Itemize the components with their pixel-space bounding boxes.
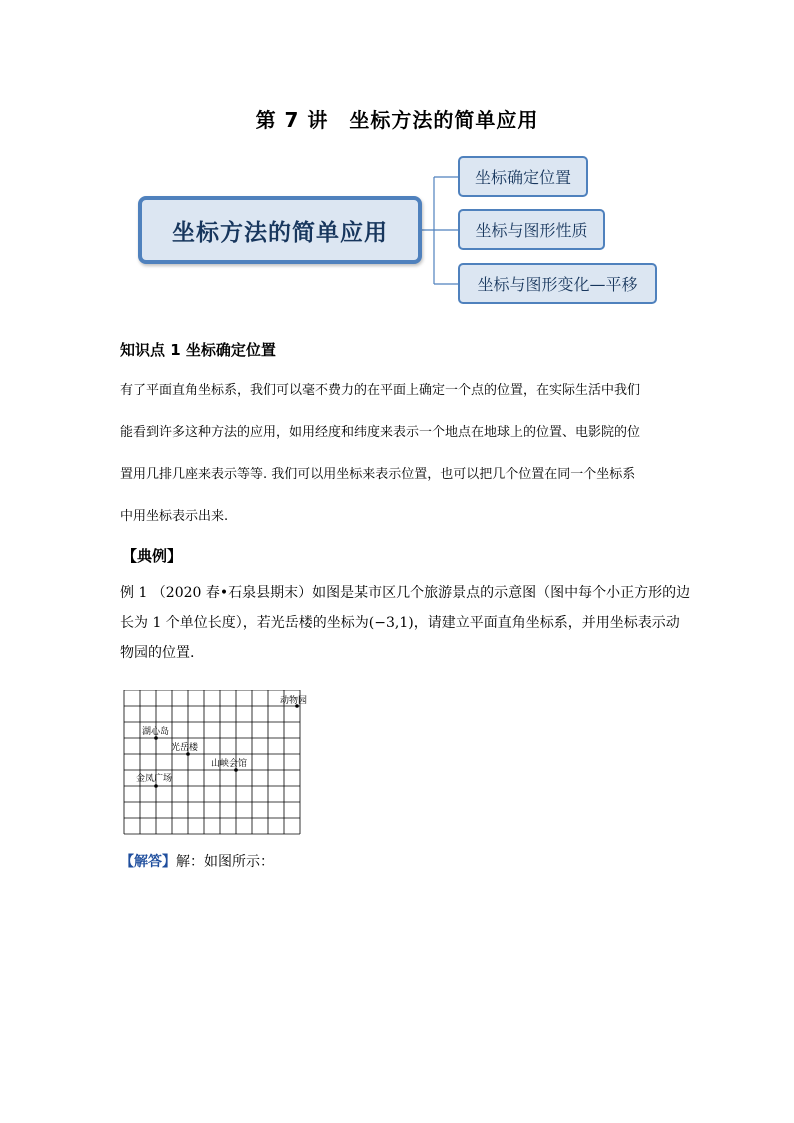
mindmap-branch-shape-properties: 坐标与图形性质 xyxy=(458,209,605,250)
mindmap-center-node: 坐标方法的简单应用 xyxy=(138,196,422,264)
page-title: 第 7 讲 坐标方法的简单应用 xyxy=(255,108,539,132)
mindmap-connectors xyxy=(0,0,794,330)
square-point xyxy=(154,784,158,788)
paragraph-line: 中用坐标表示出来. xyxy=(120,509,229,524)
paragraph-line: 置用几排几座来表示等等. 我们可以用坐标来表示位置，也可以把几个位置在同一个坐标系 xyxy=(120,467,636,482)
knowledge-point-heading: 知识点 1 坐标确定位置 xyxy=(120,341,276,359)
mindmap-branch-translation: 坐标与图形变化—平移 xyxy=(458,263,657,304)
answer-text: 解：如图所示： xyxy=(176,854,274,870)
example-problem xyxy=(120,578,691,668)
square-label: 金凤广场 xyxy=(136,774,173,784)
paragraph-line: 能看到许多这种方法的应用，如用经度和纬度来表示一个地点在地球上的位置、电影院的位 xyxy=(120,425,641,440)
hotel-label: 山峡会馆 xyxy=(211,759,248,769)
tower-label: 光岳楼 xyxy=(171,743,199,753)
grid-map-svg xyxy=(122,690,322,835)
scenic-spot-map xyxy=(122,690,322,839)
zoo-label: 动物园 xyxy=(280,696,308,706)
problem-line: 长为 1 个单位长度），若光岳楼的坐标为(−3,1)，请建立平面直角坐标系，并用坐标表示动 xyxy=(120,615,680,631)
answer-tag: 【解答】 xyxy=(120,854,176,870)
paragraph-line: 有了平面直角坐标系，我们可以毫不费力的在平面上确定一个点的位置，在实际生活中我们 xyxy=(120,383,641,398)
mindmap-branch-position: 坐标确定位置 xyxy=(458,156,588,197)
answer-line xyxy=(120,851,274,871)
problem-line: 例 1 （2020 春•石泉县期末）如图是某市区几个旅游景点的示意图（图中每个小正方形的边 xyxy=(120,585,691,601)
lake-label: 湖心岛 xyxy=(142,727,170,737)
problem-line: 物园的位置. xyxy=(120,645,195,661)
knowledge-paragraph xyxy=(120,370,676,538)
example-heading: 【典例】 xyxy=(122,547,183,565)
